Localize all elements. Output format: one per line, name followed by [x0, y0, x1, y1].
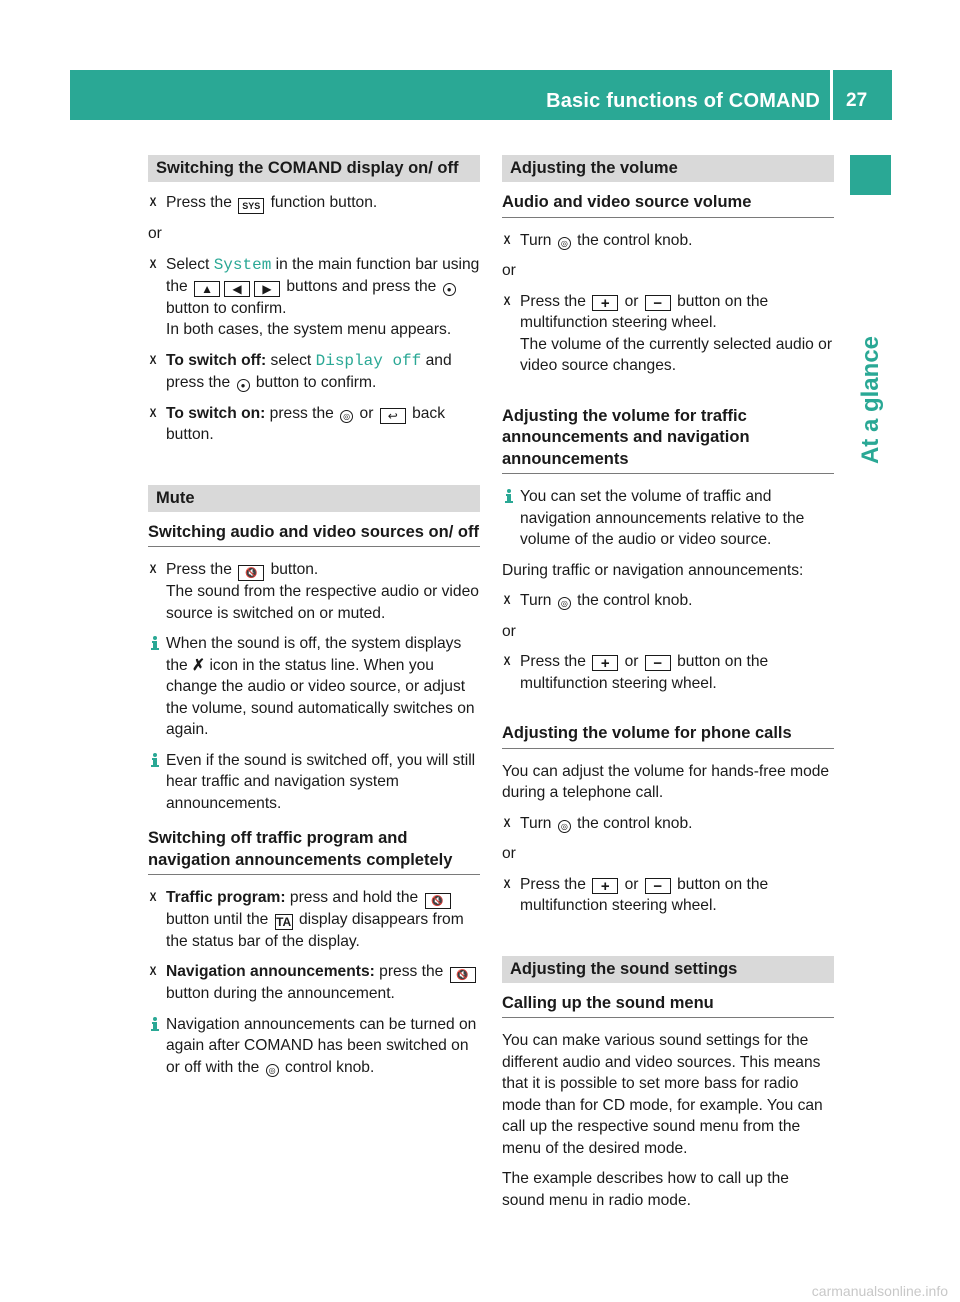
text: button to confirm. [166, 299, 287, 317]
instruction-step [148, 559, 480, 624]
side-tab-marker [850, 155, 891, 195]
sys-button-icon: SYS [238, 198, 264, 214]
side-tab-label: At a glance [856, 335, 884, 465]
ok-button-icon: ● [237, 379, 250, 392]
step-lead: Navigation announcements: [166, 963, 375, 980]
text: button until the [166, 911, 269, 928]
control-knob-icon: ◎ [340, 410, 353, 423]
menu-item-display-off: Display off [315, 351, 422, 370]
plus-button-icon: + [592, 295, 618, 311]
text: You can set the volume of traffic and navigation announcements relative to the volume of the audio or video source. [520, 488, 805, 548]
text: button on the multifunction steering wheel. [520, 653, 769, 692]
instruction-step [148, 192, 480, 214]
step-lead: To switch on: [166, 404, 266, 422]
section-title: Switching the COMAND display on/ off [148, 155, 480, 182]
text: back button. [166, 404, 446, 443]
mute-button-icon: 🔇 [425, 893, 451, 909]
text: icon in the status line. When you change the audio or video source, or adjust the volume, sound automatically switches on again. [166, 656, 475, 738]
section-title: Adjusting the volume [502, 155, 834, 182]
info-note [148, 1014, 480, 1079]
ta-display-icon: TA [276, 915, 292, 929]
instruction-step [502, 813, 834, 835]
instruction-step [148, 350, 480, 394]
text: the control knob. [577, 231, 693, 249]
page-header-title: Basic functions of COMAND [546, 90, 820, 112]
watermark: carmanualsonline.info [811, 1283, 948, 1299]
left-button-icon: ◀ [224, 281, 250, 297]
text: button on the multifunction steering wheel. [520, 875, 769, 914]
text: buttons and press the [286, 278, 437, 295]
text: control knob. [285, 1058, 375, 1076]
info-note [148, 750, 480, 815]
page-number: 27 [846, 90, 868, 111]
instruction-step [502, 590, 834, 612]
plus-button-icon: + [592, 878, 618, 894]
text: Press the [520, 292, 586, 310]
control-knob-icon: ◎ [558, 597, 571, 610]
text: Turn [520, 592, 552, 609]
text: Press the [520, 875, 586, 893]
text: Press the [166, 194, 232, 211]
plus-button-icon: + [592, 655, 618, 671]
subsection-title: Switching audio and video sources on/ off [148, 522, 480, 548]
instruction-step [502, 651, 834, 694]
minus-button-icon: − [645, 295, 671, 311]
step-lead: Traffic program: [166, 889, 286, 906]
text: button to confirm. [255, 374, 377, 391]
mute-status-icon: ✗ [192, 656, 206, 674]
or-text: or [502, 845, 516, 862]
right-column [502, 155, 834, 1220]
info-icon [149, 753, 161, 767]
text: display disappears from the status bar of the display. [166, 911, 464, 950]
instruction-step [148, 961, 480, 1005]
info-icon [149, 1017, 161, 1031]
text: the control knob. [577, 814, 693, 832]
subsection-title: Audio and video source volume [502, 192, 834, 218]
text: and press the [166, 351, 452, 391]
or-text: or [148, 225, 162, 242]
subsection-title: Adjusting the volume for traffic announcements and navigation announcements [502, 406, 834, 475]
control-knob-icon: ◎ [266, 1064, 279, 1077]
header-divider [830, 70, 833, 120]
mute-button-icon: 🔇 [450, 967, 476, 983]
instruction-step [502, 230, 834, 252]
paragraph: The example describes how to call up the sound menu in radio mode. [502, 1170, 789, 1209]
text: Turn [520, 231, 552, 249]
text: in the main function bar using the [166, 255, 480, 295]
text: Turn [520, 814, 552, 832]
text: button. [270, 561, 319, 578]
minus-button-icon: − [645, 655, 671, 671]
text: Navigation announcements can be turned on again after COMAND has been switched on or off with the [166, 1015, 477, 1076]
info-note [148, 633, 480, 741]
subsection-title: Switching off traffic program and navigation announcements completely [148, 828, 480, 875]
text: press the [269, 404, 334, 422]
text: Even if the sound is switched off, you will still hear traffic and navigation system announcements. [166, 751, 476, 812]
up-button-icon: ▲ [194, 281, 220, 297]
side-tab [850, 330, 891, 470]
paragraph: During traffic or navigation announcements: [502, 561, 804, 579]
text: or [624, 875, 639, 893]
section-title: Adjusting the sound settings [502, 956, 834, 983]
right-button-icon: ▶ [254, 281, 280, 297]
text: press and hold the [289, 889, 419, 906]
text: Press the [166, 561, 232, 578]
instruction-step [502, 874, 834, 917]
paragraph: You can make various sound settings for the different audio and video sources. This means that it is possible to set more bass for radio mode than for CD mode, for example. You can call up the respective sound menu from the menu of the desired mode. [502, 1032, 823, 1157]
paragraph: You can adjust the volume for hands-free mode during a telephone call. [502, 762, 830, 801]
left-column [148, 155, 480, 1087]
menu-item-system: System [213, 255, 272, 274]
text: Press the [520, 653, 586, 670]
instruction-step [148, 254, 480, 341]
info-icon [503, 489, 515, 503]
text: When the sound is off, the system displays the [166, 635, 462, 674]
text: button on the multifunction steering wheel. [520, 292, 769, 331]
instruction-step [148, 403, 480, 446]
text: or [624, 292, 639, 310]
info-note [502, 486, 834, 551]
subsection-title: Adjusting the volume for phone calls [502, 723, 834, 749]
text: The volume of the currently selected audio or video source changes. [520, 335, 833, 374]
text: or [624, 653, 639, 670]
back-button-icon: ↩ [380, 408, 406, 424]
instruction-step [148, 887, 480, 952]
text: Select [166, 255, 210, 273]
text: button during the announcement. [166, 985, 395, 1002]
or-text: or [502, 262, 516, 279]
text: the control knob. [577, 592, 693, 609]
info-icon [149, 636, 161, 650]
text: The sound from the respective audio or video source is switched on or muted. [166, 583, 479, 622]
text: function button. [270, 194, 378, 211]
text: In both cases, the system menu appears. [166, 321, 452, 338]
instruction-step [502, 291, 834, 377]
ok-button-icon: ● [443, 283, 456, 296]
minus-button-icon: − [645, 878, 671, 894]
section-title: Mute [148, 485, 480, 512]
text: or [359, 404, 374, 422]
subsection-title: Calling up the sound menu [502, 993, 834, 1019]
control-knob-icon: ◎ [558, 237, 571, 250]
control-knob-icon: ◎ [558, 820, 571, 833]
text: select [270, 351, 312, 369]
or-text: or [502, 622, 516, 640]
text: press the [379, 963, 444, 980]
step-lead: To switch off: [166, 351, 267, 369]
mute-button-icon: 🔇 [238, 565, 264, 581]
